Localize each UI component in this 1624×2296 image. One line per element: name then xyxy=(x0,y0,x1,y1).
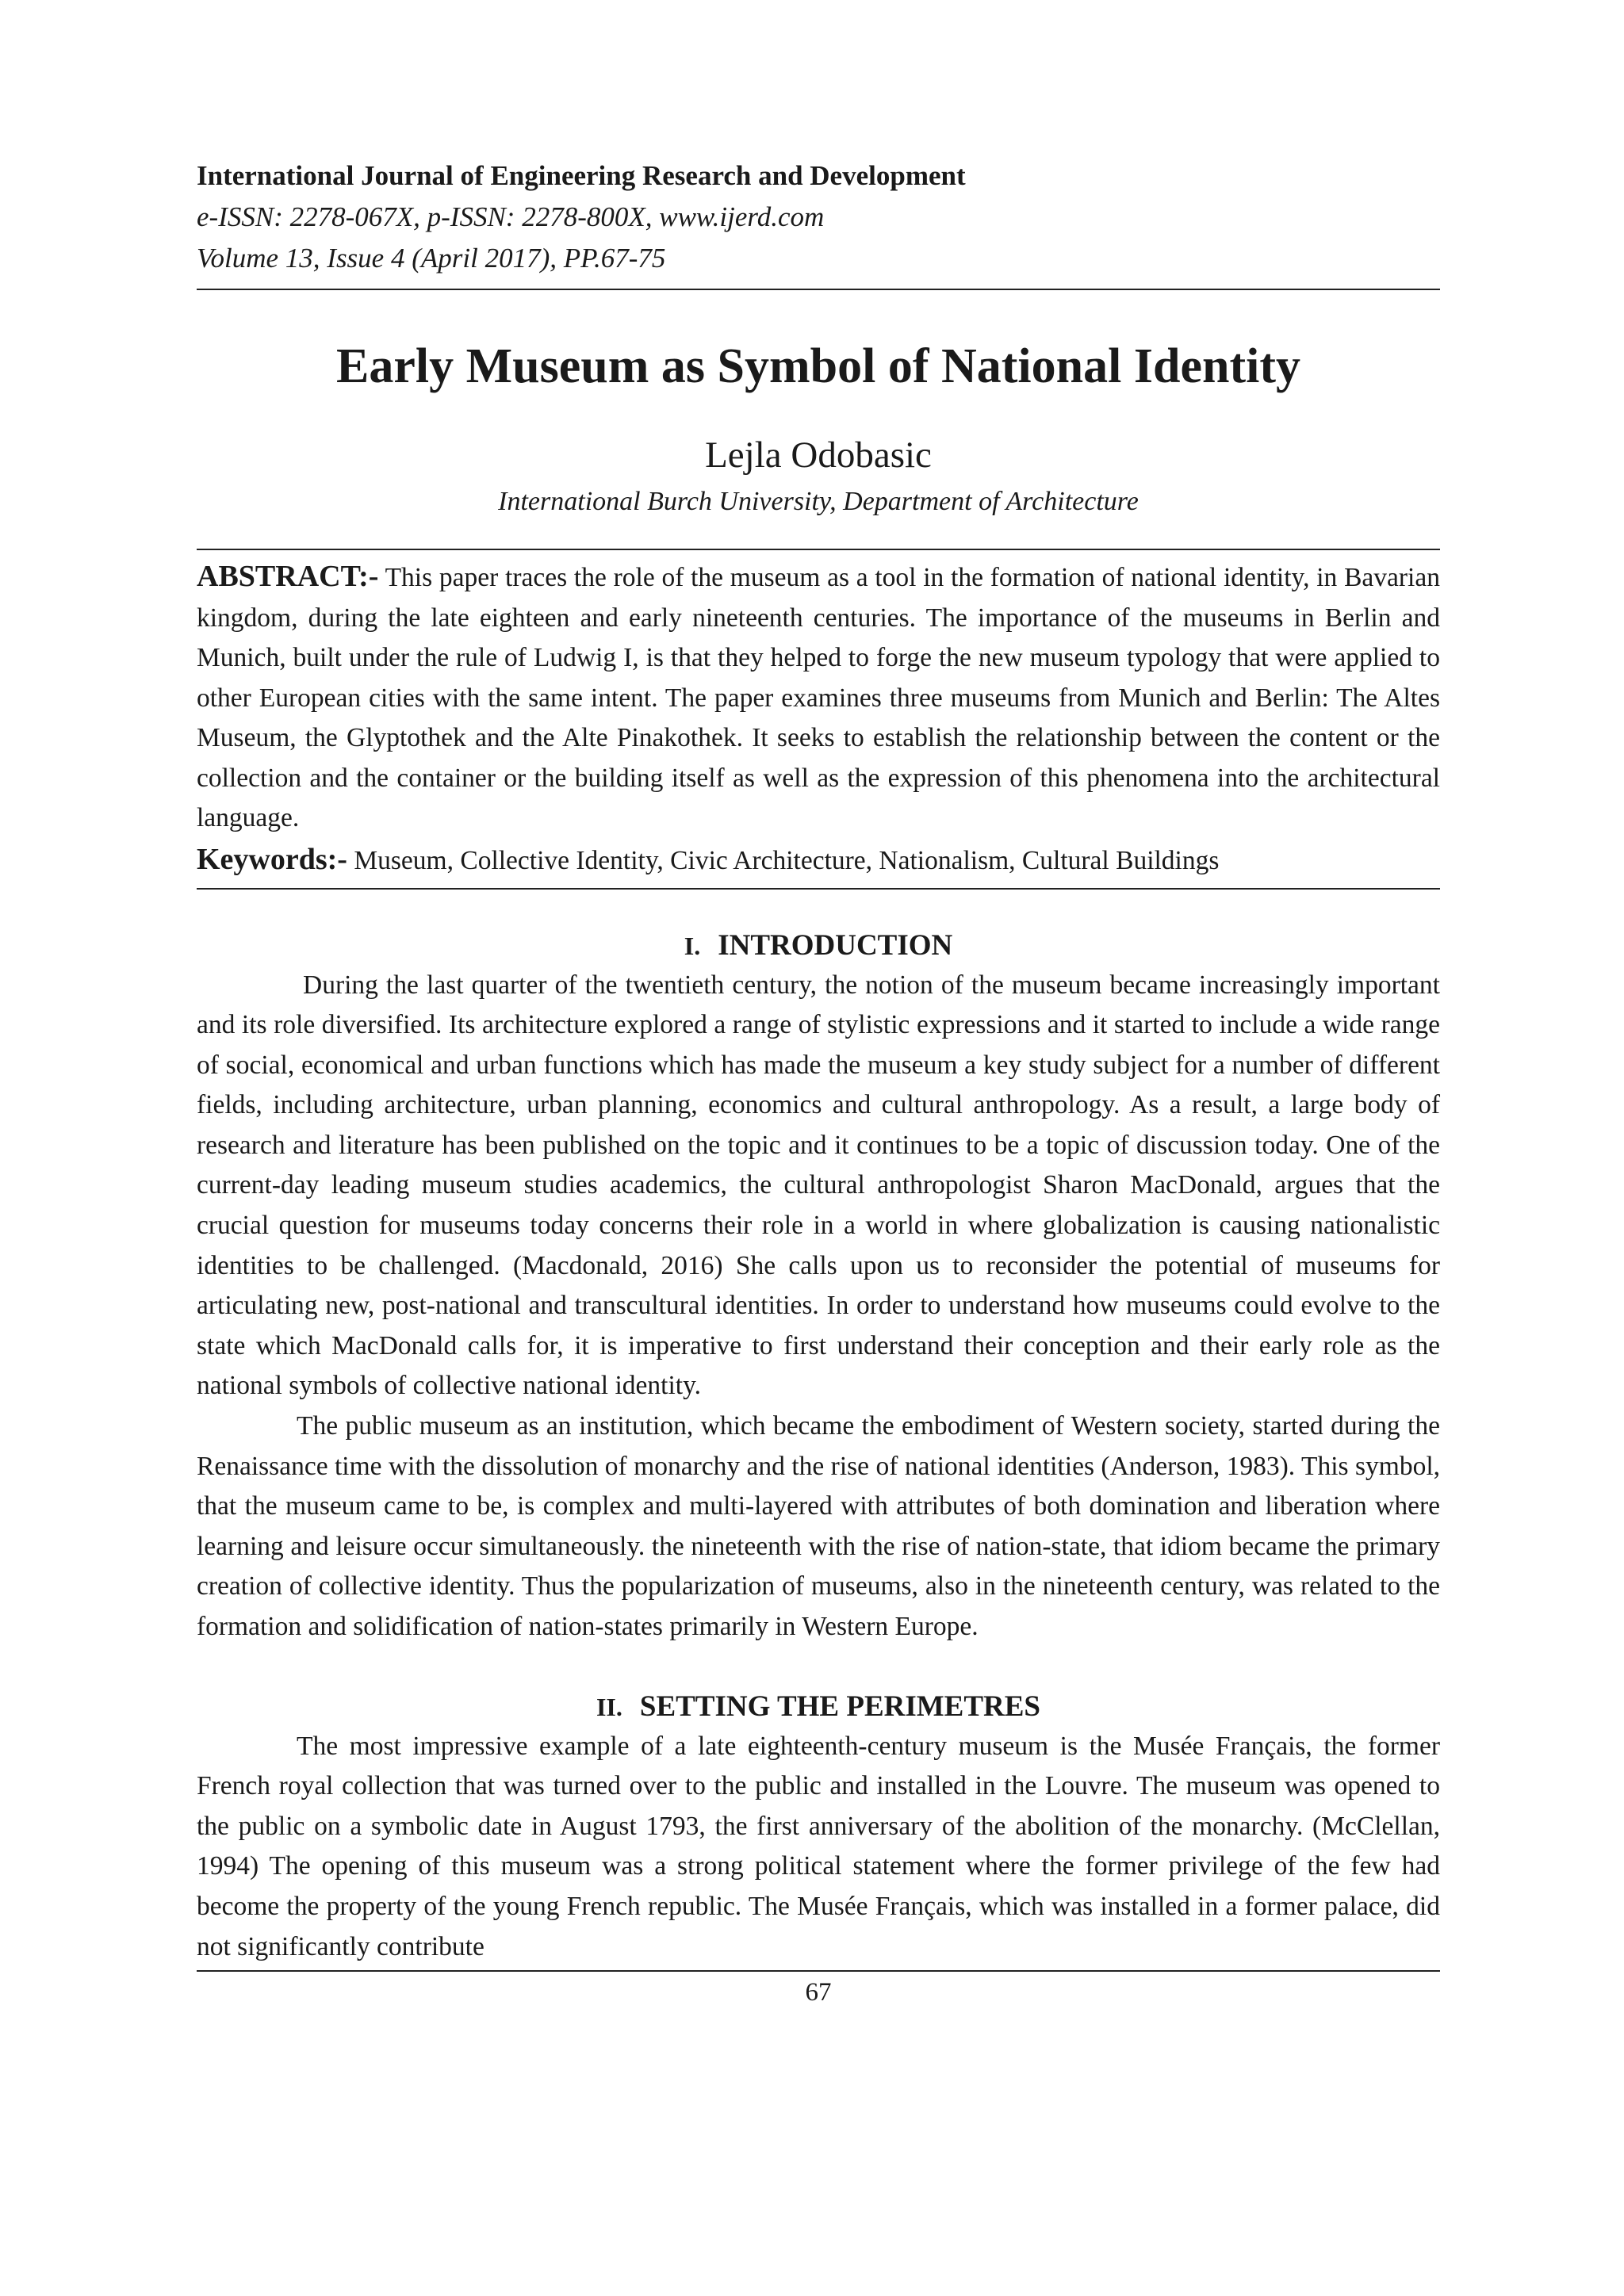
paper-page xyxy=(197,155,1440,2010)
page-number: 67 xyxy=(805,1978,832,2007)
footer-divider xyxy=(197,1970,1440,1972)
paper-title: Early Museum as Symbol of National Identity xyxy=(336,339,1300,393)
section-number: II. xyxy=(596,1692,622,1721)
keywords xyxy=(197,839,1440,882)
abstract-block xyxy=(197,549,1440,890)
section-title: INTRODUCTION xyxy=(718,928,953,962)
body-paragraph: The public museum as an institution, which became the embodiment of Western society, started during the Renaissance time with the dissolution of monarchy and the rise of national identities (Anderson, 1983). This symbol, that the museum came to be, is complex and multi-layered with attributes of both domination and liberation where learning and leisure occur simultaneously. the nineteenth with the rise of nation-state, that idiom became the primary creation of collective identity. Thus the popularization of museums, also in the nineteenth century, was related to the formation and solidification of nation-states primarily in Western Europe. xyxy=(197,1411,1440,1641)
keywords-text: Museum, Collective Identity, Civic Architecture, Nationalism, Cultural Buildings xyxy=(354,845,1220,875)
journal-header xyxy=(197,155,1440,279)
abstract xyxy=(197,557,1440,839)
abstract-top-divider xyxy=(197,549,1440,550)
section-heading-setting-the-perimetres xyxy=(197,1687,1440,1727)
journal-volume: Volume 13, Issue 4 (April 2017), PP.67-75 xyxy=(197,243,666,274)
abstract-bottom-divider xyxy=(197,888,1440,890)
journal-issn: e-ISSN: 2278-067X, p-ISSN: 2278-800X, www.ijerd.com xyxy=(197,201,825,232)
author-affiliation: International Burch University, Department of Architecture xyxy=(498,487,1139,516)
body-paragraph: During the last quarter of the twentieth century, the notion of the museum became increasingly important and its role diversified. Its architecture explored a range of stylistic expressions and it started to include a wide range of social, economical and urban functions which has made the museum a key study subject for a number of different fields, including architecture, urban planning, economics and cultural anthropology. As a result, a large body of research and literature has been published on the topic and it continues to be a topic of discussion today. One of the current-day leading museum studies academics, the cultural anthropologist Sharon MacDonald, argues that the crucial question for museums today concerns their role in a world in where globalization is causing nationalistic identities to be challenged. (Macdonald, 2016) She calls upon us to reconsider the potential of museums for articulating new, post-national and transcultural identities. In order to understand how museums could evolve to the state which MacDonald calls for, it is imperative to first understand their conception and their early role as the national symbols of collective national identity. xyxy=(197,970,1440,1401)
abstract-text: This paper traces the role of the museum as a tool in the formation of national identity, in Bavarian kingdom, during the late eighteen and early nineteenth centuries. The importance of the museums in Berlin and Munich, built under the rule of Ludwig I, is that they helped to forge the new museum typology that were applied to other European cities with the same intent. The paper examines three museums from Munich and Berlin: The Altes Museum, the Glyptothek and the Alte Pinakothek. It seeks to establish the relationship between the content or the collection and the container or the building itself as well as the expression of this phenomena into the architectural language. xyxy=(197,563,1440,832)
author-name: Lejla Odobasic xyxy=(705,434,932,476)
keywords-label: Keywords:- xyxy=(197,842,347,876)
body-paragraph: The most impressive example of a late eighteenth-century museum is the Musée Français, the former French royal collection that was turned over to the public and installed in the Louvre. The museum was opened to the public on a symbolic date in August 1793, the first anniversary of the abolition of the monarchy. (McClellan, 1994) The opening of this museum was a strong political statement where the former privilege of the few had become the property of the young French republic. The Musée Français, which was installed in a former palace, did not significantly contribute xyxy=(197,1731,1440,1961)
section-heading-introduction xyxy=(197,926,1440,966)
abstract-label: ABSTRACT:- xyxy=(197,560,379,593)
journal-name: International Journal of Engineering Research and Development xyxy=(197,160,966,191)
header-divider xyxy=(197,289,1440,290)
section-title: SETTING THE PERIMETRES xyxy=(639,1689,1041,1723)
section-number: I. xyxy=(684,931,701,960)
